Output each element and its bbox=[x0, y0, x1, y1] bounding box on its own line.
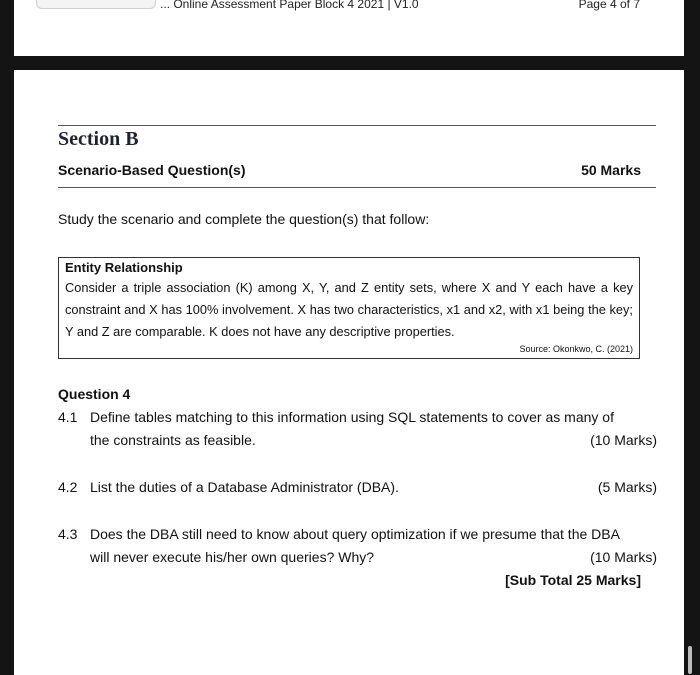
previous-page-number: Page 4 of 7 bbox=[578, 0, 640, 11]
previous-page-tab bbox=[36, 0, 156, 9]
section-title: Section B bbox=[58, 128, 139, 150]
scenario-body: Consider a triple association (K) among X, Y, and Z entity sets, where X and Y each have a key constraint and X has 100% involvement. X has two characteristics, x1 and x2, with x1 being the key; Y and Z are comparable. K does not have any descriptive properties. bbox=[65, 280, 633, 339]
document-page bbox=[14, 70, 684, 675]
question-number: 4.3 bbox=[58, 526, 78, 542]
section-top-rule bbox=[58, 125, 656, 126]
scenario-box bbox=[58, 257, 640, 359]
question-text: List the duties of a Database Administrator (DBA). bbox=[90, 479, 399, 495]
section-subheading: Scenario-Based Question(s) bbox=[58, 162, 246, 178]
question-number: 4.2 bbox=[58, 479, 78, 495]
question-marks: (10 Marks) bbox=[590, 432, 657, 448]
question-text: Does the DBA still need to know about query optimization if we presume that the DBA will never execute his/her own queries? Why? bbox=[90, 526, 620, 565]
section-bottom-rule bbox=[58, 187, 656, 188]
scenario-source: Source: Okonkwo, C. (2021) bbox=[519, 344, 633, 354]
instructions-text: Study the scenario and complete the question(s) that follow: bbox=[58, 211, 430, 227]
question-text: Define tables matching to this information using SQL statements to cover as many of the constraints as feasible. bbox=[90, 409, 614, 448]
question-item-4-2 bbox=[58, 476, 657, 499]
question-marks: (5 Marks) bbox=[597, 479, 657, 495]
question-number: 4.1 bbox=[58, 409, 78, 425]
question-subtotal: [Sub Total 25 Marks] bbox=[505, 572, 641, 588]
question-marks: (10 Marks) bbox=[590, 549, 657, 565]
question-title: Question 4 bbox=[58, 386, 131, 402]
question-item-4-3 bbox=[58, 523, 657, 569]
section-marks: 50 Marks bbox=[581, 162, 641, 178]
scenario-title: Entity Relationship bbox=[65, 260, 183, 275]
previous-page bbox=[14, 0, 684, 56]
scrollbar-thumb[interactable] bbox=[688, 646, 692, 674]
previous-page-header-title: ... Online Assessment Paper Block 4 2021 | V1.0 bbox=[160, 0, 419, 11]
question-item-4-1 bbox=[58, 406, 657, 452]
